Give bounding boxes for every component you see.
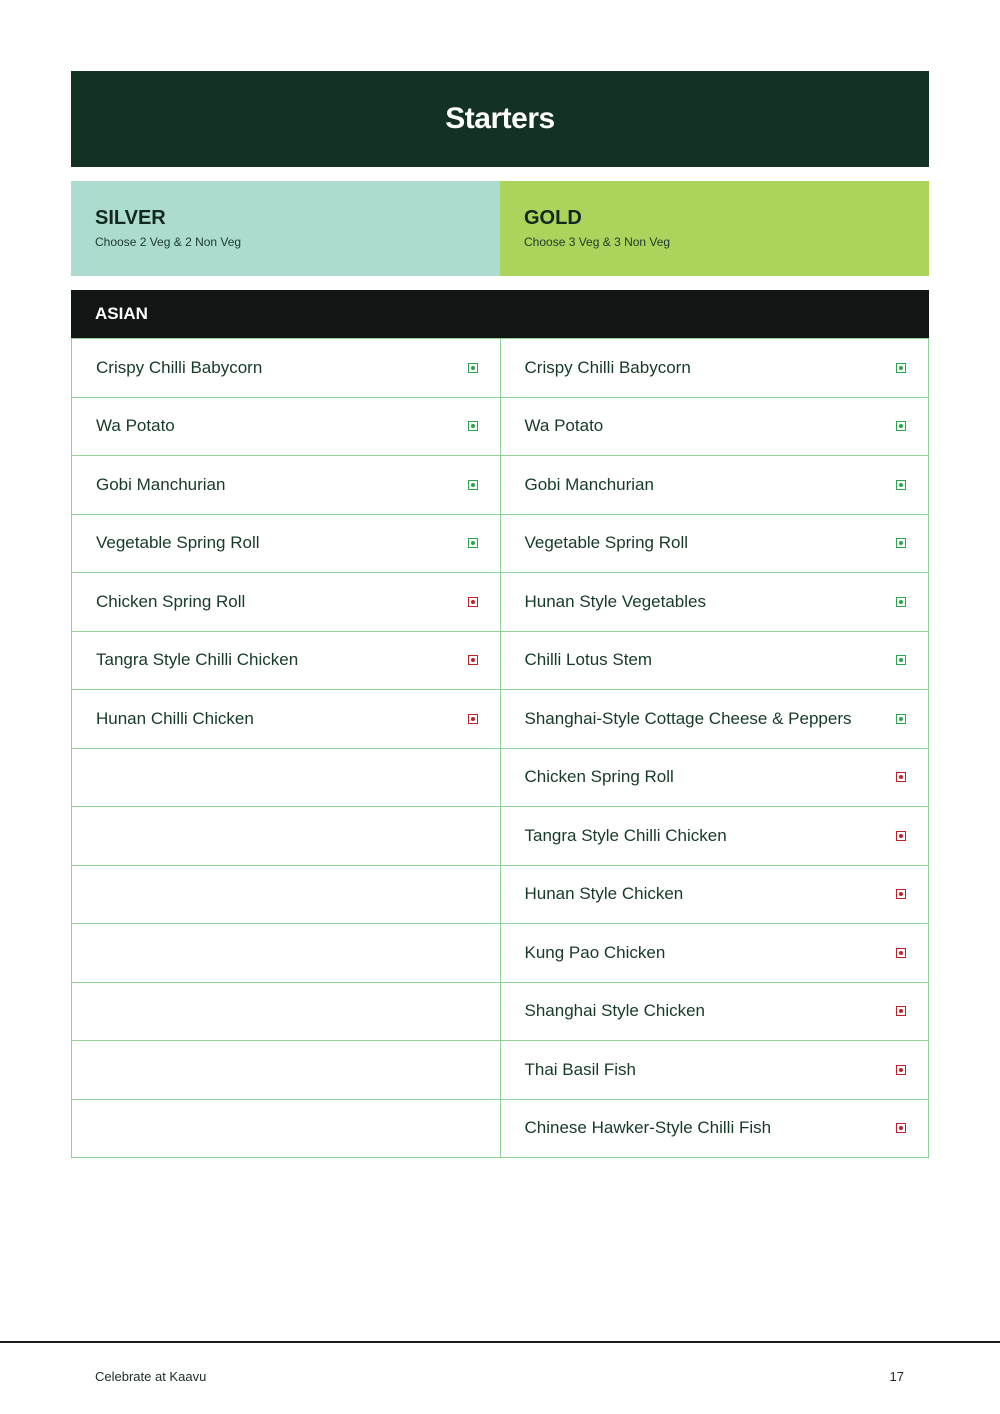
menu-item [525,358,907,378]
veg-mark-icon [896,421,906,431]
page-number: 17 [889,1369,904,1384]
menu-cell [500,690,929,749]
menu-item [525,826,907,846]
menu-cell [72,807,501,866]
veg-mark-icon [468,363,478,373]
menu-item-label: Hunan Style Vegetables [524,591,706,611]
menu-cell [500,339,929,398]
nonveg-mark-icon [896,889,906,899]
menu-cell [72,339,501,398]
menu-item-label: Gobi Manchurian [524,474,654,494]
menu-item-label: Hunan Chilli Chicken [96,708,254,728]
menu-item [96,592,478,612]
menu-cell [500,748,929,807]
menu-cell [72,865,501,924]
menu-item-label: Chicken Spring Roll [524,767,674,787]
menu-cell [500,514,929,573]
nonveg-mark-icon [896,1006,906,1016]
table-row [72,1041,929,1100]
menu-item-label: Crispy Chilli Babycorn [524,357,691,377]
menu-item-label: Thai Basil Fish [524,1059,636,1079]
menu-cell [72,924,501,983]
nonveg-mark-icon [896,948,906,958]
veg-mark-icon [896,538,906,548]
nonveg-mark-icon [468,655,478,665]
menu-item-label: Vegetable Spring Roll [524,533,689,553]
table-row [72,573,929,632]
menu-item [96,416,478,436]
veg-mark-icon [468,480,478,490]
menu-cell [72,573,501,632]
menu-item [525,592,907,612]
menu-item [525,650,907,670]
veg-mark-icon [896,597,906,607]
menu-item-label: Shanghai-Style Cottage Cheese & Peppers [524,708,852,728]
footer-divider [0,1341,1000,1343]
nonveg-mark-icon [896,831,906,841]
menu-cell [500,982,929,1041]
menu-item-label: Shanghai Style Chicken [524,1001,706,1021]
menu-item-label: Chilli Lotus Stem [524,650,653,670]
menu-item-label: Chicken Spring Roll [96,591,246,611]
menu-item [525,1001,907,1021]
menu-item-label: Wa Potato [524,416,604,436]
veg-mark-icon [896,480,906,490]
page-title: Starters [445,102,555,135]
tier-silver [71,181,500,276]
menu-item-label: Wa Potato [96,416,175,436]
menu-item-label: Tangra Style Chilli Chicken [96,650,299,670]
title-banner [71,71,929,167]
table-row [72,865,929,924]
table-row [72,339,929,398]
menu-item [525,943,907,963]
menu-item [96,533,478,553]
menu-item [96,358,478,378]
menu-cell [72,982,501,1041]
menu-item [96,650,478,670]
menu-cell [500,573,929,632]
menu-item-label: Gobi Manchurian [96,474,226,494]
table-row [72,397,929,456]
menu-cell [500,397,929,456]
footer-brand: Celebrate at Kaavu [95,1369,207,1384]
table-row [72,982,929,1041]
menu-item [525,709,907,729]
table-row [72,807,929,866]
menu-cell [72,514,501,573]
veg-mark-icon [468,421,478,431]
table-row [72,456,929,515]
tier-headers [71,181,929,276]
table-row [72,690,929,749]
menu-item [96,709,478,729]
tier-description: Choose 3 Veg & 3 Non Veg [524,235,671,249]
table-row [72,631,929,690]
menu-cell [500,1041,929,1100]
menu-cell [72,1099,501,1158]
nonveg-mark-icon [896,772,906,782]
menu-item [525,416,907,436]
tier-description: Choose 2 Veg & 2 Non Veg [95,235,242,249]
menu-item-label: Hunan Style Chicken [524,884,684,904]
menu-item-label: Tangra Style Chilli Chicken [524,825,727,845]
menu-item-label: Chinese Hawker-Style Chilli Fish [524,1118,772,1138]
table-row [72,748,929,807]
tier-gold [500,181,929,276]
table-row [72,1099,929,1158]
menu-item [525,475,907,495]
menu-item [525,1118,907,1138]
menu-cell [72,397,501,456]
tier-name: SILVER [95,207,166,229]
menu-cell [500,631,929,690]
nonveg-mark-icon [896,1065,906,1075]
menu-cell [72,690,501,749]
veg-mark-icon [896,655,906,665]
table-row [72,514,929,573]
menu-cell [500,1099,929,1158]
menu-cell [72,1041,501,1100]
nonveg-mark-icon [468,597,478,607]
veg-mark-icon [896,363,906,373]
nonveg-mark-icon [468,714,478,724]
menu-cell [72,748,501,807]
menu-item [525,533,907,553]
tier-name: GOLD [524,207,582,229]
menu-item [525,767,907,787]
section-header [71,290,929,338]
menu-item-label: Crispy Chilli Babycorn [96,357,263,377]
menu-cell [500,924,929,983]
table-row [72,924,929,983]
menu-cell [500,807,929,866]
nonveg-mark-icon [896,1123,906,1133]
section-title: ASIAN [95,304,148,323]
menu-item-label: Kung Pao Chicken [524,942,666,962]
menu-cell [72,456,501,515]
menu-cell [500,456,929,515]
menu-item [525,884,907,904]
veg-mark-icon [896,714,906,724]
veg-mark-icon [468,538,478,548]
menu-table [71,338,929,1158]
menu-cell [72,631,501,690]
menu-item [525,1060,907,1080]
menu-item-label: Vegetable Spring Roll [96,533,260,553]
menu-item [96,475,478,495]
menu-cell [500,865,929,924]
